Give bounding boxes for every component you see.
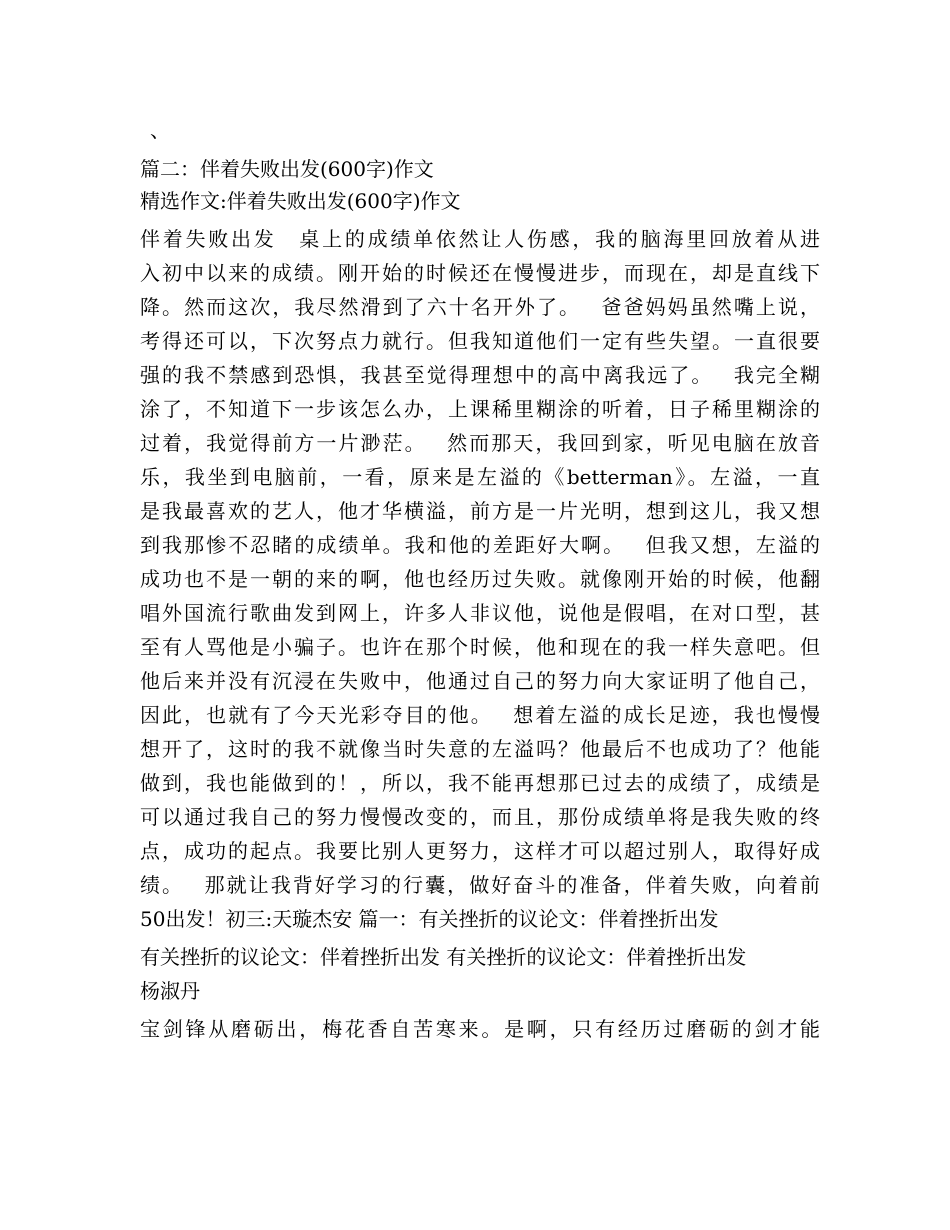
top-mark: 、 <box>150 118 170 142</box>
paragraph-line: 绩。 那就让我背好学习的行囊，做好奋斗的准备，伴着失败，向着前 <box>140 873 820 897</box>
paragraph-line: 成功也不是一朝的来的啊，他也经历过失败。就像刚开始的时候，他翻 <box>140 567 820 591</box>
paragraph-line: 到我那惨不忍睹的成绩单。我和他的差距好大啊。 但我又想，左溢的 <box>140 533 820 557</box>
paragraph-line: 强的我不禁感到恐惧，我甚至觉得理想中的高中离我远了。 我完全糊 <box>140 363 820 387</box>
document-title: 篇二：伴着失败出发(600字)作文 <box>140 157 434 181</box>
second-heading: 有关挫折的议论文：伴着挫折出发 有关挫折的议论文：伴着挫折出发 <box>140 945 747 969</box>
paragraph-line: 50出发！初三:天璇杰安 篇一：有关挫折的议论文：伴着挫折出发 <box>140 907 719 931</box>
paragraph-line: 唱外国流行歌曲发到网上，许多人非议他，说他是假唱，在对口型，甚 <box>140 601 820 625</box>
paragraph-line: 伴着失败出发 桌上的成绩单依然让人伤感，我的脑海里回放着从进 <box>140 227 820 251</box>
paragraph-line: 可以通过我自己的努力慢慢改变的，而且，那份成绩单将是我失败的终 <box>140 805 820 829</box>
paragraph-line: 是我最喜欢的艺人，他才华横溢，前方是一片光明，想到这儿，我又想 <box>140 499 820 523</box>
paragraph-line: 考得还可以，下次努点力就行。但我知道他们一定有些失望。一直很要 <box>140 329 820 353</box>
author-name: 杨淑丹 <box>140 979 200 1003</box>
document-subtitle: 精选作文:伴着失败出发(600字)作文 <box>140 189 461 213</box>
paragraph-line: 因此，也就有了今天光彩夺目的他。 想着左溢的成长足迹，我也慢慢 <box>140 703 820 727</box>
paragraph-line: 做到，我也能做到的！，所以，我不能再想那已过去的成绩了，成绩是 <box>140 771 820 795</box>
paragraph-line: 乐，我坐到电脑前，一看，原来是左溢的《betterman》。左溢，一直 <box>140 465 820 489</box>
paragraph-line: 至有人骂他是小骗子。也许在那个时候，他和现在的我一样失意吧。但 <box>140 635 820 659</box>
paragraph-line: 涂了，不知道下一步该怎么办，上课稀里糊涂的听着，日子稀里糊涂的 <box>140 397 820 421</box>
paragraph-line: 他后来并没有沉浸在失败中，他通过自己的努力向大家证明了他自己， <box>140 669 820 693</box>
paragraph-line: 想开了，这时的我不就像当时失意的左溢吗？他最后不也成功了？他能 <box>140 737 820 761</box>
paragraph-line: 降。然而这次，我尽然滑到了六十名开外了。 爸爸妈妈虽然嘴上说， <box>140 295 820 319</box>
paragraph-line: 宝剑锋从磨砺出，梅花香自苦寒来。是啊，只有经历过磨砺的剑才能 <box>140 1017 820 1041</box>
paragraph-line: 点，成功的起点。我要比别人更努力，这样才可以超过别人，取得好成 <box>140 839 820 863</box>
paragraph-line: 入初中以来的成绩。刚开始的时候还在慢慢进步，而现在，却是直线下 <box>140 261 820 285</box>
paragraph-line: 过着，我觉得前方一片渺茫。 然而那天，我回到家，听见电脑在放音 <box>140 431 820 455</box>
